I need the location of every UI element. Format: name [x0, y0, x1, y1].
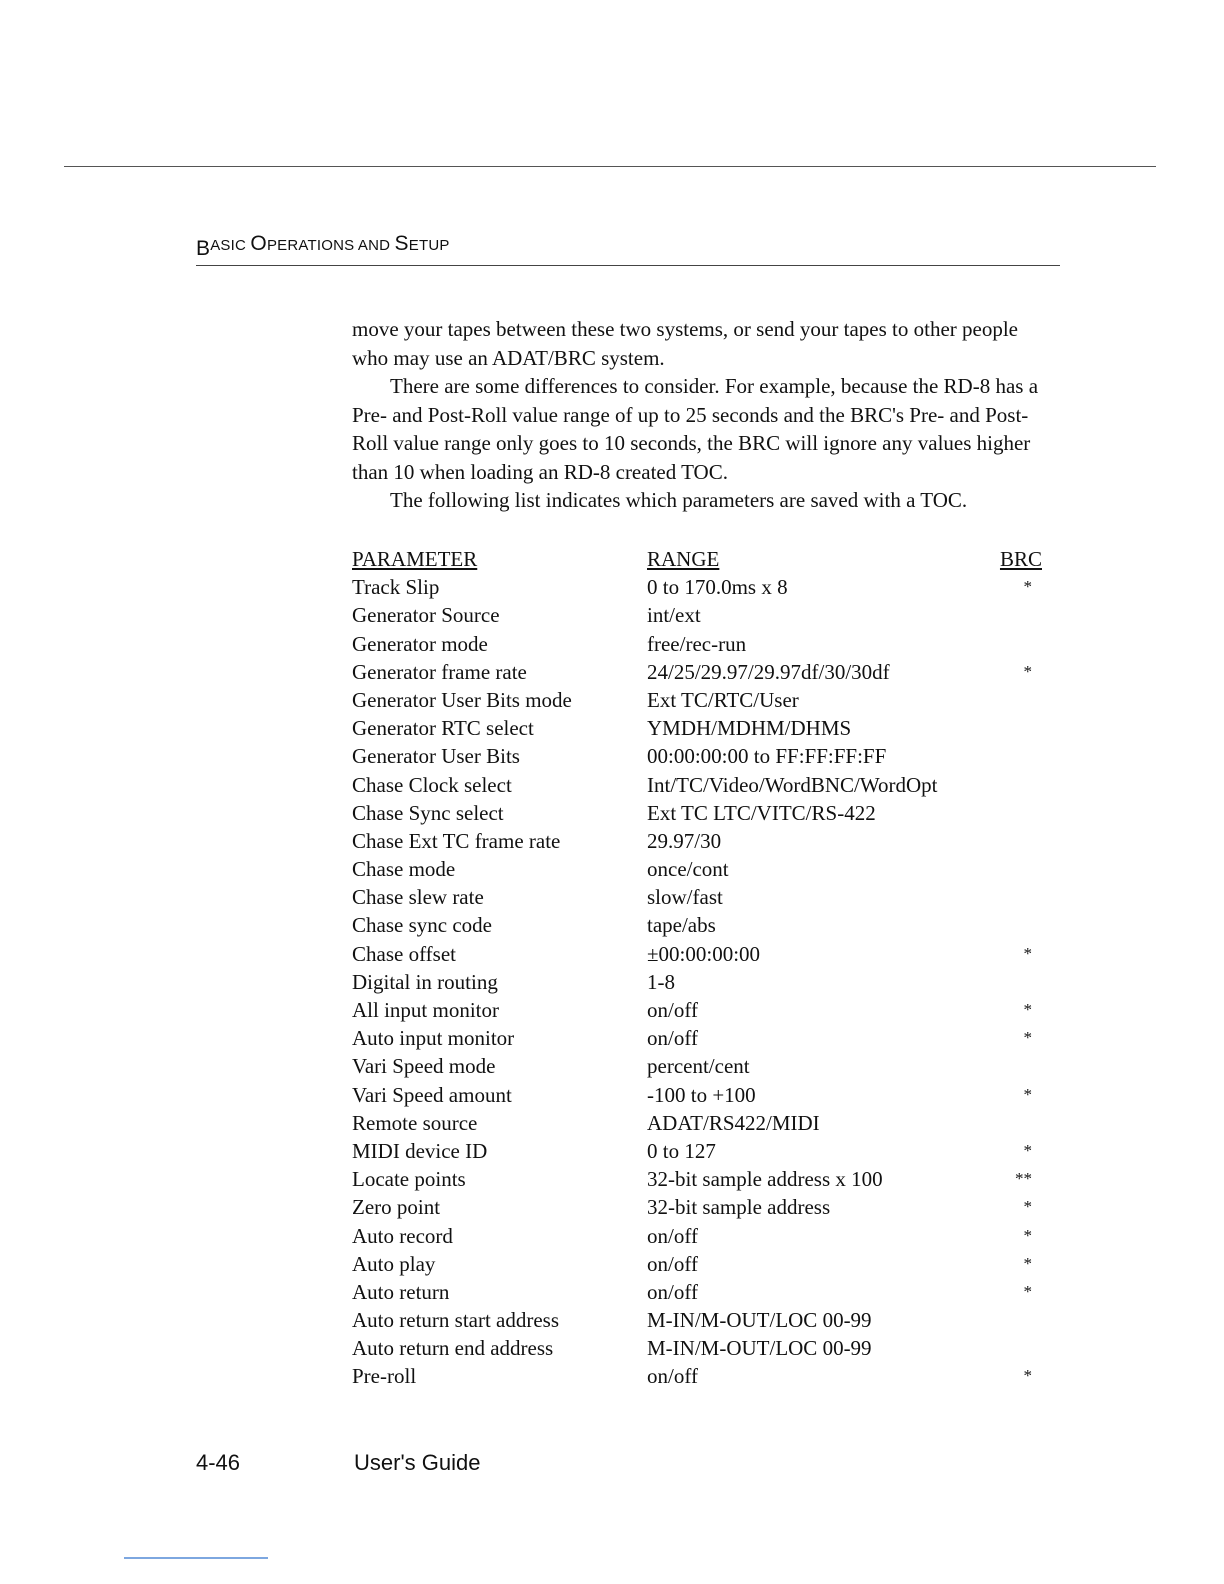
parameter-cell: Generator User Bits: [352, 744, 520, 769]
range-cell: ADAT/RS422/MIDI: [647, 1110, 820, 1135]
header-first-letter: B: [196, 237, 211, 260]
table-row: [352, 1081, 1052, 1109]
parameter-cell: Auto return start address: [352, 1308, 560, 1333]
brc-cell: *: [1023, 661, 1032, 681]
paragraph-1: move your tapes between these two systems, or send your tapes to other people who may use an ADAT/BRC system.: [352, 317, 1019, 370]
brc-cell: *: [1023, 1253, 1032, 1273]
brc-cell: *: [1023, 577, 1032, 597]
range-cell: 1-8: [647, 969, 675, 994]
parameter-cell: Vari Speed amount: [352, 1082, 512, 1107]
footer-title: User's Guide: [354, 1450, 481, 1475]
parameter-cell: Zero point: [352, 1195, 441, 1220]
parameter-cell: Auto input monitor: [352, 1026, 515, 1051]
table-row: [352, 1052, 1052, 1080]
range-cell: percent/cent: [647, 1054, 750, 1079]
range-cell: on/off: [647, 1026, 698, 1051]
brc-cell: *: [1023, 1084, 1032, 1104]
parameter-cell: Chase Ext TC frame rate: [352, 828, 561, 853]
range-cell: free/rec-run: [647, 631, 747, 656]
paragraph-2: There are some differences to consider. For example, because the RD-8 has a Pre- and Post-Roll value range of up to 25 seconds and the BRC's Pre- and Post-Roll value range only goes to 10 seconds, the BRC will ignore any values higher than 10 when loading an RD-8 created TOC.: [352, 374, 1039, 484]
parameter-cell: Generator Source: [352, 603, 500, 628]
range-cell: Int/TC/Video/WordBNC/WordOpt: [647, 772, 938, 797]
parameter-cell: Auto record: [352, 1223, 453, 1248]
range-cell: Ext TC LTC/VITC/RS-422: [647, 800, 876, 825]
table-row: [352, 940, 1052, 968]
brc-cell: *: [1023, 943, 1032, 963]
table-row: [352, 911, 1052, 939]
top-rule: [64, 166, 1156, 167]
range-cell: on/off: [647, 1279, 698, 1304]
parameter-cell: Generator frame rate: [352, 659, 527, 684]
range-cell: 0 to 170.0ms x 8: [647, 575, 788, 600]
parameter-cell: Chase Sync select: [352, 800, 504, 825]
table-row: [352, 799, 1052, 827]
table-row: [352, 968, 1052, 996]
table-row: [352, 1278, 1052, 1306]
parameter-cell: Generator User Bits mode: [352, 687, 572, 712]
header-word4-initial: S: [394, 232, 409, 255]
header-word4: ETUP: [408, 237, 450, 254]
range-cell: 00:00:00:00 to FF:FF:FF:FF: [647, 744, 887, 769]
table-row: [352, 630, 1052, 658]
parameter-cell: Chase Clock select: [352, 772, 512, 797]
table-row: [352, 827, 1052, 855]
range-cell: 24/25/29.97/29.97df/30/30df: [647, 659, 890, 684]
brc-cell: *: [1023, 1028, 1032, 1048]
table-rows: [352, 573, 1052, 1390]
table-row: [352, 1250, 1052, 1278]
range-cell: tape/abs: [647, 913, 716, 938]
range-cell: M-IN/M-OUT/LOC 00-99: [647, 1336, 872, 1361]
header-brc: BRC: [999, 547, 1042, 571]
table-row: [352, 1306, 1052, 1334]
range-cell: on/off: [647, 1364, 698, 1389]
parameter-table: [352, 545, 1052, 1391]
table-row: [352, 1024, 1052, 1052]
table-row: [352, 686, 1052, 714]
table-row: [352, 742, 1052, 770]
table-header-row: [352, 545, 1052, 573]
parameter-cell: Auto return end address: [352, 1336, 554, 1361]
range-cell: slow/fast: [647, 885, 723, 910]
range-cell: 32-bit sample address x 100: [647, 1167, 883, 1192]
table-row: [352, 1137, 1052, 1165]
parameter-cell: Chase offset: [352, 941, 457, 966]
parameter-cell: Auto play: [352, 1251, 436, 1276]
range-cell: M-IN/M-OUT/LOC 00-99: [647, 1308, 872, 1333]
table-row: [352, 1165, 1052, 1193]
range-cell: 29.97/30: [647, 828, 722, 853]
range-cell: on/off: [647, 998, 698, 1022]
parameter-cell: Auto return: [352, 1279, 450, 1304]
range-cell: 32-bit sample address: [647, 1195, 831, 1220]
brc-cell: *: [1023, 1140, 1032, 1160]
parameter-cell: Generator mode: [352, 631, 488, 656]
header-parameter: PARAMETER: [352, 547, 478, 571]
header-rule: [196, 265, 1060, 266]
bottom-mark: [124, 1557, 268, 1559]
parameter-cell: MIDI device ID: [352, 1138, 488, 1163]
brc-cell: *: [1023, 1366, 1032, 1386]
brc-cell: *: [1023, 1281, 1032, 1301]
range-cell: -100 to +100: [647, 1082, 756, 1107]
header-word2-initial: O: [250, 232, 267, 255]
parameter-cell: Chase mode: [352, 857, 456, 882]
header-word1: ASIC: [210, 237, 247, 254]
range-cell: on/off: [647, 1251, 698, 1276]
brc-cell: *: [1023, 1225, 1032, 1245]
range-cell: Ext TC/RTC/User: [647, 687, 799, 712]
header-word3: AND: [357, 237, 391, 254]
range-cell: 0 to 127: [647, 1138, 716, 1163]
body-text: [352, 315, 1052, 515]
table-row: [352, 1222, 1052, 1250]
range-cell: YMDH/MDHM/DHMS: [647, 716, 852, 741]
table-row: [352, 573, 1052, 601]
parameter-cell: Locate points: [352, 1167, 466, 1192]
table-row: [352, 1193, 1052, 1221]
table-row: [352, 714, 1052, 742]
range-cell: int/ext: [647, 603, 701, 628]
parameter-cell: Track Slip: [352, 575, 440, 600]
page-number: 4-46: [196, 1450, 241, 1475]
parameter-cell: Generator RTC select: [352, 716, 534, 741]
range-cell: on/off: [647, 1223, 698, 1248]
parameter-cell: Digital in routing: [352, 969, 498, 994]
table-row: [352, 1109, 1052, 1137]
table-row: [352, 855, 1052, 883]
brc-cell: *: [1023, 1197, 1032, 1217]
parameter-cell: Chase sync code: [352, 913, 492, 938]
header-word2: PERATIONS: [266, 237, 355, 254]
range-cell: ±00:00:00:00: [647, 941, 761, 966]
table-row: [352, 771, 1052, 799]
table-row: [352, 601, 1052, 629]
table-row: [352, 658, 1052, 686]
parameter-cell: Chase slew rate: [352, 885, 484, 910]
paragraph-3: The following list indicates which parameters are saved with a TOC.: [390, 488, 968, 512]
parameter-cell: Vari Speed mode: [352, 1054, 496, 1079]
table-row: [352, 996, 1052, 1024]
section-header: [196, 232, 450, 260]
parameter-cell: Remote source: [352, 1110, 478, 1135]
range-cell: once/cont: [647, 857, 729, 882]
table-row: [352, 1334, 1052, 1362]
parameter-cell: Pre-roll: [352, 1364, 417, 1389]
brc-cell: *: [1023, 1000, 1032, 1019]
parameter-cell: All input monitor: [352, 998, 499, 1022]
header-range: RANGE: [647, 547, 720, 571]
brc-cell: **: [1015, 1169, 1032, 1189]
table-row: [352, 883, 1052, 911]
table-row: [352, 1362, 1052, 1390]
